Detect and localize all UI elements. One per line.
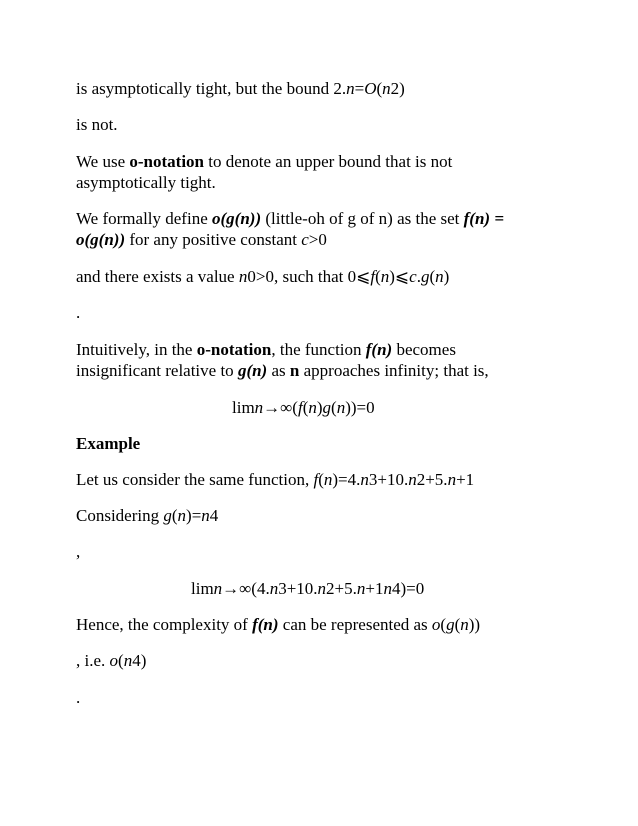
- text: asymptotically tight.: [76, 173, 216, 192]
- paragraph-intuitively: [76, 339, 578, 360]
- math-f: f: [313, 470, 319, 489]
- math-n: n: [269, 579, 279, 598]
- equation-limit-1: [232, 397, 375, 418]
- math-n: n: [360, 470, 369, 489]
- text: is asymptotically tight, but the bound 2.: [76, 79, 347, 98]
- math-c: c: [301, 230, 309, 249]
- math-big-o: O: [364, 79, 377, 98]
- math-paren: (: [429, 267, 436, 286]
- paragraph-considering-g: [76, 505, 578, 526]
- text: insignificant relative to: [76, 361, 238, 380]
- math-n: n: [123, 651, 133, 670]
- math-n: n: [383, 579, 392, 598]
- math-rest: 4): [132, 651, 147, 670]
- text: 0>0, such that 0⩽: [247, 267, 371, 286]
- math-rest: 4: [209, 506, 219, 525]
- paragraph-period: [76, 302, 578, 323]
- text: Intuitively, in the: [76, 340, 197, 359]
- text: , i.e.: [76, 651, 110, 670]
- text: for any positive constant: [125, 230, 302, 249]
- term-f-n: f(n): [252, 615, 279, 634]
- math-rest: 2+5.: [326, 579, 357, 598]
- text: >0: [308, 230, 327, 249]
- math-paren: )): [468, 615, 481, 634]
- text: , the function: [271, 340, 366, 359]
- math-paren: ): [316, 398, 323, 417]
- text: Considering: [76, 506, 164, 525]
- text: and there exists a value: [76, 267, 239, 286]
- term-o-g-n: o(g(n)): [212, 209, 262, 228]
- term-f-n: f(n): [365, 340, 393, 359]
- math-n: n: [382, 79, 391, 98]
- math-o: o: [109, 651, 119, 670]
- math-rest: 3+10.: [368, 470, 409, 489]
- math-paren: (: [440, 615, 447, 634]
- paragraph-consider-function: [76, 469, 578, 490]
- text: approaches infinity; that is,: [299, 361, 489, 380]
- paragraph-intuitively-line2: [76, 360, 578, 381]
- math-rest: +1: [456, 470, 475, 489]
- math-g: g: [446, 615, 455, 634]
- math-n: n: [213, 579, 223, 598]
- term-o-notation: o-notation: [129, 152, 205, 171]
- math-rest: 2+5.: [416, 470, 448, 489]
- math-g: g: [420, 267, 430, 286]
- math-rest: 2): [390, 79, 405, 98]
- math-n: n: [356, 579, 366, 598]
- math-n: n: [336, 398, 346, 417]
- math-n: n: [177, 506, 187, 525]
- paragraph-ie: [76, 650, 578, 671]
- paragraph-comma: [76, 541, 578, 562]
- math-n: n: [447, 470, 457, 489]
- math-n: n: [317, 579, 327, 598]
- paragraph-o-notation-intro: [76, 151, 578, 172]
- term-o-g-n: o(g(n)): [76, 230, 126, 249]
- math-lim: lim: [232, 398, 255, 417]
- math-rest: →∞(4.: [222, 579, 270, 598]
- paragraph-bound-tight: [76, 78, 578, 99]
- term-g-n: g(n): [237, 361, 268, 380]
- math-paren: (: [171, 506, 178, 525]
- math-paren: (: [331, 398, 337, 417]
- paragraph-formal-definition-line2: [76, 229, 578, 250]
- math-rest: +1: [365, 579, 384, 598]
- text: Let us consider the same function,: [76, 470, 314, 489]
- math-rest: ))=0: [345, 398, 375, 417]
- math-paren: (: [118, 651, 124, 670]
- math-rest: )⩽: [389, 267, 410, 286]
- equation-limit-2: [191, 578, 424, 599]
- math-c: c: [409, 267, 417, 286]
- text: to denote an upper bound that is not: [204, 152, 453, 171]
- text: can be represented as: [278, 615, 432, 634]
- math-rest: 3+10.: [278, 579, 318, 598]
- math-paren: (: [454, 615, 461, 634]
- paragraph-hence: [76, 614, 578, 635]
- text: Hence, the complexity of: [76, 615, 253, 634]
- math-dot: .: [416, 267, 421, 286]
- text: We use: [76, 152, 130, 171]
- math-n: n: [346, 79, 355, 98]
- text: as: [267, 361, 290, 380]
- math-rest: 4)=0: [391, 579, 425, 598]
- math-arrow: →∞(: [263, 398, 298, 417]
- math-lim: lim: [191, 579, 214, 598]
- math-n: n: [201, 506, 210, 525]
- math-paren: (: [302, 398, 309, 417]
- heading-text: Example: [76, 434, 141, 453]
- text: becomes: [392, 340, 456, 359]
- text: is not.: [76, 115, 118, 134]
- paragraph-exists-value: [76, 266, 578, 287]
- term-f-n-eq: f(n) =: [463, 209, 505, 228]
- math-n: n: [408, 470, 417, 489]
- text: .: [76, 688, 81, 707]
- term-o-notation: o-notation: [196, 340, 272, 359]
- math-n: n: [460, 615, 469, 634]
- math-n: n: [238, 267, 248, 286]
- math-n: n: [435, 267, 444, 286]
- math-n: n: [254, 398, 264, 417]
- paragraph-is-not: [76, 114, 578, 135]
- paragraph-formal-definition: [76, 208, 578, 229]
- math-n: n: [308, 398, 317, 417]
- math-eq: =: [354, 79, 365, 98]
- math-n: n: [323, 470, 333, 489]
- term-n: n: [289, 361, 300, 380]
- text: (little-oh of g of n) as the set: [261, 209, 464, 228]
- paragraph-o-notation-intro-line2: [76, 172, 578, 193]
- math-o: o: [431, 615, 441, 634]
- text: ,: [76, 542, 81, 561]
- paragraph-final-period: [76, 687, 578, 708]
- text: We formally define: [76, 209, 212, 228]
- math-f: f: [297, 398, 303, 417]
- math-n: n: [380, 267, 390, 286]
- math-f: f: [370, 267, 376, 286]
- example-heading: [76, 433, 578, 454]
- math-paren: (: [376, 79, 383, 98]
- math-paren: (: [375, 267, 381, 286]
- math-rest: )=: [186, 506, 202, 525]
- text: .: [76, 303, 81, 322]
- math-paren: (: [318, 470, 324, 489]
- math-g: g: [322, 398, 332, 417]
- math-paren: ): [443, 267, 450, 286]
- math-g: g: [163, 506, 172, 525]
- math-rest: )=4.: [332, 470, 361, 489]
